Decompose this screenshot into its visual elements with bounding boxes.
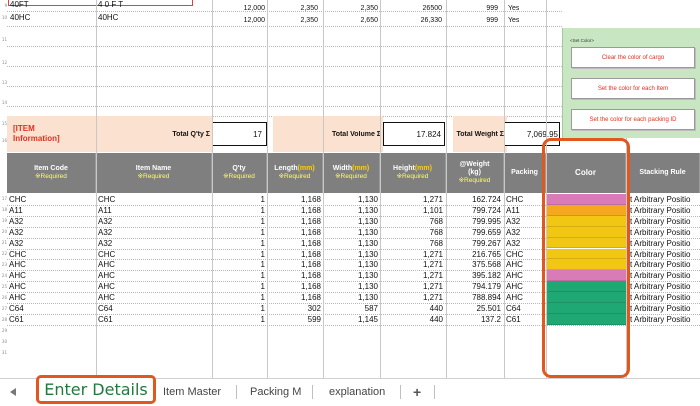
item-name-cell[interactable]: A32 xyxy=(98,239,113,248)
header-weight[interactable] xyxy=(446,153,504,193)
width-cell[interactable]: 1,130 xyxy=(357,196,378,204)
header-qty[interactable] xyxy=(212,153,267,193)
container-name[interactable]: 4 0 F T xyxy=(98,1,124,9)
item-name-cell[interactable]: A32 xyxy=(98,228,113,237)
row-gridline xyxy=(7,46,562,47)
weight-cell[interactable]: 25.501 xyxy=(476,305,501,313)
item-code-cell[interactable]: C61 xyxy=(9,315,24,324)
length-cell[interactable]: 302 xyxy=(307,305,321,313)
length-cell[interactable]: 1,168 xyxy=(300,250,321,259)
clear-color-button[interactable]: Clear the color of cargo xyxy=(571,47,695,68)
width-cell[interactable]: 1,130 xyxy=(357,228,378,237)
length-cell[interactable]: 1,168 xyxy=(300,283,321,292)
qty-cell[interactable]: 1 xyxy=(260,196,265,204)
container-length[interactable]: 12,000 xyxy=(243,5,265,12)
stacking-rule-cell[interactable]: t Arbitrary Positio xyxy=(630,217,691,226)
stacking-rule-cell[interactable]: t Arbitrary Positio xyxy=(630,228,691,237)
required-note: ※Required xyxy=(335,173,367,181)
item-code-cell[interactable]: A11 xyxy=(9,206,23,215)
row-number[interactable]: 15 xyxy=(1,121,7,126)
row-number[interactable]: 13 xyxy=(1,80,7,85)
color-column-highlight xyxy=(542,138,630,378)
column-gridline xyxy=(446,0,447,378)
row-number[interactable]: 19 xyxy=(1,218,7,223)
qty-cell[interactable]: 1 xyxy=(260,315,265,324)
packing-cell[interactable]: CHC xyxy=(506,250,524,259)
container-max[interactable]: 26,330 xyxy=(420,17,442,24)
row-number[interactable]: 20 xyxy=(1,229,7,234)
container-flag[interactable]: Yes xyxy=(508,5,520,12)
required-note: ※Required xyxy=(137,173,170,181)
header-width-label: Width xyxy=(332,165,353,173)
stacking-rule-cell[interactable]: t Arbitrary Positio xyxy=(630,272,691,281)
header-color-label: Color xyxy=(575,168,596,178)
item-name-cell[interactable]: AHC xyxy=(98,272,115,281)
width-cell[interactable]: 1,130 xyxy=(357,283,378,292)
column-gridline xyxy=(96,0,97,378)
width-cell[interactable]: 1,130 xyxy=(357,217,378,226)
packing-cell[interactable]: A32 xyxy=(506,228,521,237)
set-color-panel xyxy=(562,28,700,138)
width-cell[interactable]: 1,130 xyxy=(357,261,378,270)
weight-cell[interactable]: 788.894 xyxy=(472,294,501,303)
row-number[interactable]: 12 xyxy=(1,60,7,65)
width-cell[interactable]: 587 xyxy=(364,305,378,313)
row-number[interactable]: 29 xyxy=(1,328,7,333)
width-cell[interactable]: 1,130 xyxy=(357,272,378,281)
row-number[interactable]: 10 xyxy=(1,15,7,20)
scroll-left-icon[interactable] xyxy=(10,388,16,396)
header-stacking-label: Stacking Rule xyxy=(639,168,686,176)
item-name-cell[interactable]: C64 xyxy=(98,305,113,313)
width-cell[interactable]: 1,130 xyxy=(357,239,378,248)
length-cell[interactable]: 1,168 xyxy=(300,228,321,237)
item-name-cell[interactable]: A11 xyxy=(98,206,112,215)
qty-cell[interactable]: 1 xyxy=(260,206,265,215)
row-number[interactable]: 21 xyxy=(1,240,7,245)
total-qty-label: Total Q'ty Σ xyxy=(172,131,210,138)
row-number[interactable]: 26 xyxy=(1,295,7,300)
row-gridline xyxy=(7,106,562,107)
weight-cell[interactable]: 137.2 xyxy=(480,315,501,324)
column-gridline xyxy=(323,0,324,378)
qty-cell[interactable]: 1 xyxy=(260,261,265,270)
container-height[interactable]: 2,650 xyxy=(360,17,378,24)
packing-cell[interactable]: AHC xyxy=(506,272,523,281)
total-qty-value: 17 xyxy=(253,131,262,139)
header-packing-label: Packing xyxy=(511,168,538,176)
stacking-rule-cell[interactable]: t Arbitrary Positio xyxy=(630,239,691,248)
weight-cell[interactable]: 799.659 xyxy=(472,228,501,237)
header-height-label: Height xyxy=(393,165,415,173)
packing-cell[interactable]: C61 xyxy=(506,315,521,324)
set-color-item-button[interactable]: Set the color for each Item xyxy=(571,78,695,99)
item-name-cell[interactable]: CHC xyxy=(98,250,116,259)
weight-cell[interactable]: 794.179 xyxy=(472,283,501,292)
column-gridline xyxy=(212,0,213,378)
item-code-cell[interactable]: A32 xyxy=(9,239,24,248)
height-cell[interactable]: 768 xyxy=(429,228,443,237)
row-number[interactable]: 31 xyxy=(1,350,7,355)
total-volume-label: Total Volume Σ xyxy=(331,131,381,138)
header-weight-label: @Weight xyxy=(459,161,490,169)
height-cell[interactable]: 768 xyxy=(429,217,443,226)
row-gridline xyxy=(7,66,562,67)
unit-mm: (mm) xyxy=(352,165,370,173)
container-name[interactable]: 40HC xyxy=(98,14,119,22)
width-cell[interactable]: 1,145 xyxy=(357,315,378,324)
weight-cell[interactable]: 395.182 xyxy=(472,272,501,281)
qty-cell[interactable]: 1 xyxy=(260,250,265,259)
stacking-rule-cell[interactable]: t Arbitrary Positio xyxy=(630,206,691,215)
qty-cell[interactable]: 1 xyxy=(260,217,265,226)
weight-cell[interactable]: 799.267 xyxy=(472,239,501,248)
item-code-cell[interactable]: AHC xyxy=(9,283,26,292)
row-number[interactable]: 17 xyxy=(1,196,7,201)
header-stacking-rule[interactable] xyxy=(626,153,700,193)
unit-kg: (kg) xyxy=(468,169,481,177)
width-cell[interactable]: 1,130 xyxy=(357,250,378,259)
container-flag[interactable]: Yes xyxy=(508,17,520,24)
height-cell[interactable]: 1,271 xyxy=(422,250,443,259)
stacking-rule-cell[interactable]: t Arbitrary Positio xyxy=(630,305,691,313)
item-code-cell[interactable]: CHC xyxy=(9,196,27,204)
set-color-packing-button[interactable]: Set the color for each packing ID xyxy=(571,109,695,130)
row-number[interactable]: 25 xyxy=(1,284,7,289)
add-sheet-button[interactable]: + xyxy=(413,384,422,400)
item-name-cell[interactable]: A32 xyxy=(98,217,113,226)
weight-cell[interactable]: 799.995 xyxy=(472,217,501,226)
row-gridline xyxy=(7,11,562,12)
container-width[interactable]: 2,350 xyxy=(300,5,318,12)
header-item-code-label: Item Code xyxy=(34,165,68,173)
length-cell[interactable]: 1,168 xyxy=(300,217,321,226)
column-gridline xyxy=(504,0,505,378)
height-cell[interactable]: 440 xyxy=(429,305,443,313)
height-cell[interactable]: 440 xyxy=(429,315,443,324)
column-gridline xyxy=(267,0,268,378)
header-length-label: Length xyxy=(274,165,298,173)
width-cell[interactable]: 1,130 xyxy=(357,206,378,215)
required-note: ※Required xyxy=(396,173,429,181)
container-height[interactable]: 2,350 xyxy=(360,5,378,12)
total-weight-label: Total Weight Σ xyxy=(456,131,504,138)
header-height[interactable] xyxy=(380,153,446,193)
length-cell[interactable]: 1,168 xyxy=(300,206,321,215)
packing-cell[interactable]: A11 xyxy=(506,206,520,215)
packing-cell[interactable]: AHC xyxy=(506,294,523,303)
qty-cell[interactable]: 1 xyxy=(260,272,265,281)
header-length[interactable] xyxy=(267,153,323,193)
weight-cell[interactable]: 375.568 xyxy=(472,261,501,270)
header-item-name-label: Item Name xyxy=(135,165,172,173)
header-item-name[interactable] xyxy=(96,153,212,193)
row-number[interactable]: 14 xyxy=(1,100,7,105)
width-cell[interactable]: 1,130 xyxy=(357,294,378,303)
height-cell[interactable]: 1,271 xyxy=(422,294,443,303)
length-cell[interactable]: 599 xyxy=(307,315,321,324)
row-number[interactable]: 27 xyxy=(1,306,7,311)
weight-cell[interactable]: 216.765 xyxy=(472,250,501,259)
container-type[interactable]: 40FT xyxy=(10,1,29,9)
required-note: ※Required xyxy=(278,173,311,181)
item-name-cell[interactable]: C61 xyxy=(98,315,113,324)
item-code-cell[interactable]: AHC xyxy=(9,294,26,303)
tab-item-master[interactable]: Item Master xyxy=(163,386,222,398)
height-cell[interactable]: 1,101 xyxy=(422,206,443,215)
stacking-rule-cell[interactable]: t Arbitrary Positio xyxy=(630,250,691,259)
item-code-cell[interactable]: CHC xyxy=(9,250,27,259)
qty-cell[interactable]: 1 xyxy=(260,239,265,248)
container-length[interactable]: 12,000 xyxy=(243,17,265,24)
header-width[interactable] xyxy=(323,153,380,193)
item-name-cell[interactable]: AHC xyxy=(98,283,115,292)
header-qty-label: Q'ty xyxy=(232,165,246,173)
weight-cell[interactable]: 162.724 xyxy=(472,196,501,204)
qty-cell[interactable]: 1 xyxy=(260,228,265,237)
required-note: ※Required xyxy=(223,173,255,181)
container-type[interactable]: 40HC xyxy=(10,14,31,22)
item-name-cell[interactable]: AHC xyxy=(98,261,115,270)
length-cell[interactable]: 1,168 xyxy=(300,239,321,248)
header-item-code[interactable] xyxy=(7,153,96,193)
height-cell[interactable]: 768 xyxy=(429,239,443,248)
total-weight-value: 7,069.95 xyxy=(526,131,558,139)
packing-cell[interactable]: CHC xyxy=(506,196,524,204)
row-number[interactable]: 30 xyxy=(1,339,7,344)
stacking-rule-cell[interactable]: t Arbitrary Positio xyxy=(630,261,691,270)
length-cell[interactable]: 1,168 xyxy=(300,294,321,303)
weight-cell[interactable]: 799.724 xyxy=(472,206,501,215)
item-name-cell[interactable]: AHC xyxy=(98,294,115,303)
total-volume-value: 17.824 xyxy=(416,131,441,139)
row-number[interactable]: 16 xyxy=(1,138,7,143)
container-width[interactable]: 2,350 xyxy=(300,17,318,24)
length-cell[interactable]: 1,168 xyxy=(300,196,321,204)
row-number[interactable]: 9 xyxy=(4,3,7,8)
container-qty[interactable]: 999 xyxy=(486,5,498,12)
height-cell[interactable]: 1,271 xyxy=(422,196,443,204)
container-qty[interactable]: 999 xyxy=(486,17,498,24)
row-number[interactable]: 18 xyxy=(1,207,7,212)
packing-cell[interactable]: A32 xyxy=(506,217,521,226)
item-code-cell[interactable]: A32 xyxy=(9,217,24,226)
height-cell[interactable]: 1,271 xyxy=(422,272,443,281)
tab-enter-details[interactable] xyxy=(36,375,156,404)
tab-enter-details-label: Enter Details xyxy=(44,380,148,399)
tab-packing-master[interactable]: Packing M xyxy=(250,386,302,398)
required-note: ※Required xyxy=(458,177,491,185)
header-packing[interactable] xyxy=(504,153,546,193)
stacking-rule-cell[interactable]: t Arbitrary Positio xyxy=(630,294,691,303)
packing-cell[interactable]: AHC xyxy=(506,261,523,270)
height-cell[interactable]: 1,271 xyxy=(422,261,443,270)
container-max[interactable]: 26500 xyxy=(422,5,442,12)
stacking-rule-cell[interactable]: t Arbitrary Positio xyxy=(630,196,691,204)
row-gridline xyxy=(7,86,562,87)
qty-cell[interactable]: 1 xyxy=(260,305,265,313)
unit-mm: (mm) xyxy=(297,165,315,173)
row-number[interactable]: 11 xyxy=(1,37,7,42)
row-number[interactable]: 22 xyxy=(1,251,7,256)
packing-cell[interactable]: C64 xyxy=(506,305,521,313)
item-code-cell[interactable]: A32 xyxy=(9,228,24,237)
row-number[interactable]: 23 xyxy=(1,262,7,267)
row-gridline xyxy=(7,26,562,27)
unit-mm: (mm) xyxy=(414,165,432,173)
length-cell[interactable]: 1,168 xyxy=(300,261,321,270)
packing-cell[interactable]: A32 xyxy=(506,239,521,248)
qty-cell[interactable]: 1 xyxy=(260,294,265,303)
sheet-tab-bar xyxy=(0,378,700,406)
item-code-cell[interactable]: C64 xyxy=(9,305,24,313)
tab-explanation[interactable]: explanation xyxy=(329,386,386,398)
column-gridline xyxy=(380,0,381,378)
packing-cell[interactable]: AHC xyxy=(506,283,523,292)
required-note: ※Required xyxy=(35,173,67,181)
height-cell[interactable]: 1,271 xyxy=(422,283,443,292)
row-number[interactable]: 28 xyxy=(1,317,7,322)
qty-cell[interactable]: 1 xyxy=(260,283,265,292)
item-code-cell[interactable]: AHC xyxy=(9,261,26,270)
item-name-cell[interactable]: CHC xyxy=(98,196,116,204)
stacking-rule-cell[interactable]: t Arbitrary Positio xyxy=(630,315,691,324)
item-information-label: [ITEM Information] xyxy=(13,124,60,143)
length-cell[interactable]: 1,168 xyxy=(300,272,321,281)
item-code-cell[interactable]: AHC xyxy=(9,272,26,281)
row-number[interactable]: 24 xyxy=(1,273,7,278)
stacking-rule-cell[interactable]: t Arbitrary Positio xyxy=(630,283,691,292)
set-color-title: <Set Color> xyxy=(570,38,595,43)
